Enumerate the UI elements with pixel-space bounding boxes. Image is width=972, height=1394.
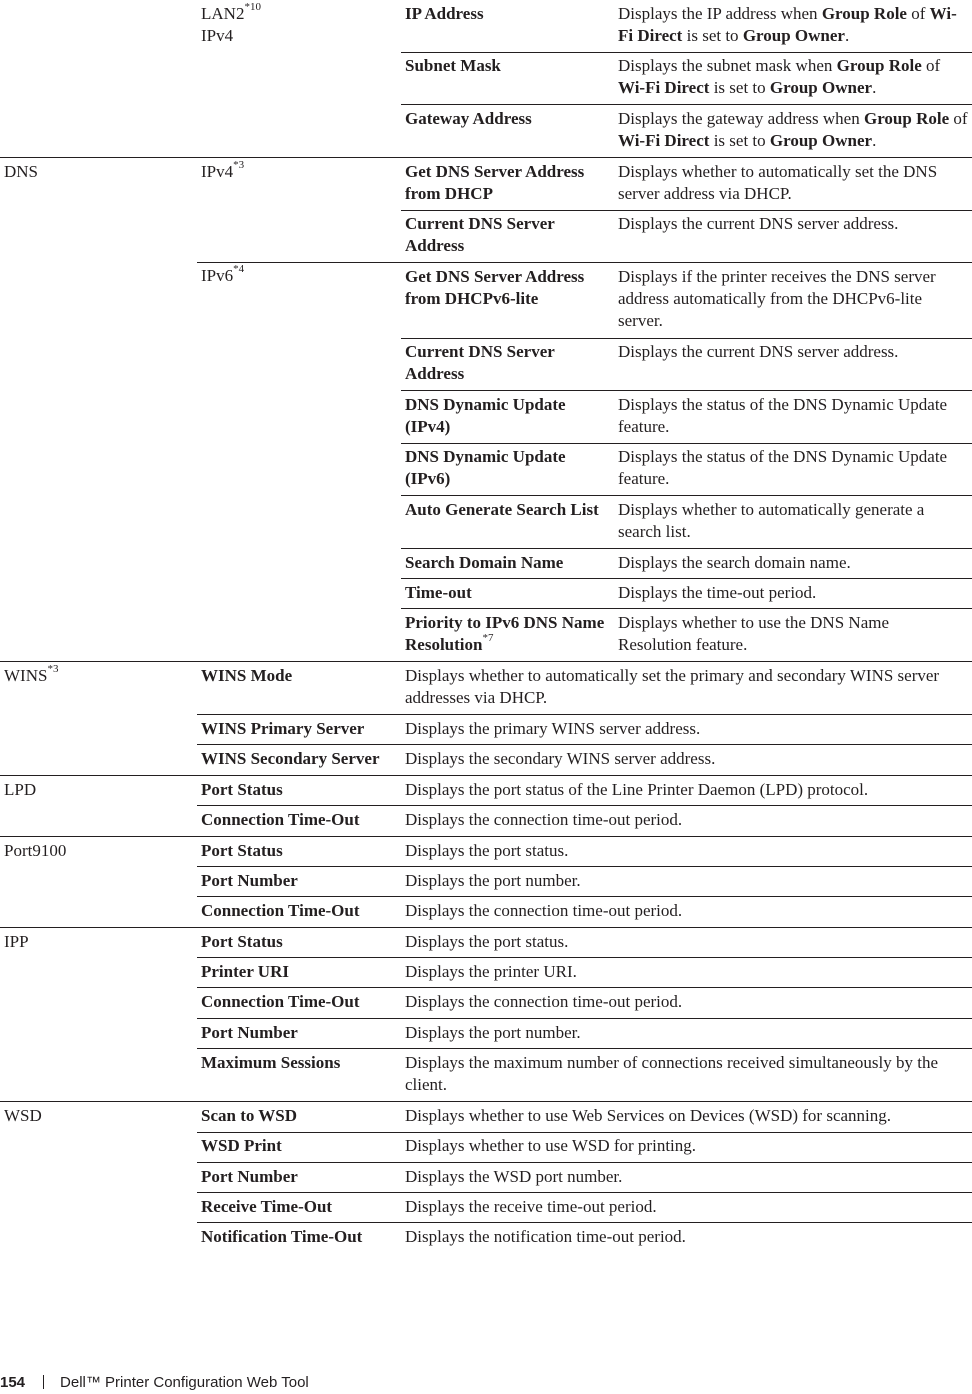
section-divider [0, 927, 972, 928]
desc-get-dns-dhcp: Displays whether to automatically set the DNS server address via DHCP. [618, 162, 938, 203]
row-divider [197, 1222, 972, 1223]
footer-separator [43, 1375, 44, 1389]
desc-wins-mode: Displays whether to automatically set the primary and secondary WINS server addresses via DHCP. [405, 666, 940, 707]
section-divider [0, 775, 972, 776]
row-divider [401, 608, 972, 609]
item-ip-address: IP Address [405, 4, 484, 23]
lan2-label: LAN2$^{*10}$ IPv4 [201, 1, 261, 45]
desc-dns-dynamic-ipv6: Displays the status of the DNS Dynamic Update feature. [618, 447, 948, 488]
row-divider [197, 744, 972, 745]
item-get-dns-dhcp: Get DNS Server Address from DHCP [405, 162, 585, 203]
row-divider [401, 210, 972, 211]
desc-ipp-printer-uri: Displays the printer URI. [405, 962, 577, 981]
desc-ipp-port-status: Displays the port status. [405, 932, 569, 951]
desc-time-out: Displays the time-out period. [618, 583, 817, 602]
dns-ipv4-label: IPv4$^{*3}$ [201, 159, 245, 181]
section-divider [0, 1101, 972, 1102]
item-9100-port-number: Port Number [201, 871, 298, 890]
lpd-label: LPD [4, 780, 37, 799]
item-wins-mode: WINS Mode [201, 666, 293, 685]
wsd-label: WSD [4, 1106, 42, 1125]
row-divider [197, 1192, 972, 1193]
desc-9100-port-number: Displays the port number. [405, 871, 581, 890]
item-gateway-address: Gateway Address [405, 109, 532, 128]
desc-current-dns-v4: Displays the current DNS server address. [618, 214, 899, 233]
desc-9100-port-status: Displays the port status. [405, 841, 569, 860]
desc-ipp-connection-timeout: Displays the connection time-out period. [405, 992, 683, 1011]
footer-title: Dell™ Printer Configuration Web Tool [60, 1374, 309, 1391]
desc-ipp-port-number: Displays the port number. [405, 1023, 581, 1042]
row-divider [401, 443, 972, 444]
item-wsd-notification-timeout: Notification Time-Out [201, 1227, 363, 1246]
row-divider [197, 1048, 972, 1049]
port9100-label: Port9100 [4, 841, 67, 860]
item-wsd-port-number: Port Number [201, 1167, 298, 1186]
desc-lpd-connection-timeout: Displays the connection time-out period. [405, 810, 683, 829]
item-dns-dynamic-ipv4: DNS Dynamic Update (IPv4) [405, 395, 566, 436]
item-wsd-receive-timeout: Receive Time-Out [201, 1197, 333, 1216]
desc-wins-primary: Displays the primary WINS server address. [405, 719, 701, 738]
desc-wsd-print: Displays whether to use WSD for printing. [405, 1136, 697, 1155]
desc-auto-search-list: Displays whether to automatically generate a search list. [618, 500, 925, 541]
desc-subnet-mask: Displays the subnet mask when Group Role of Wi-Fi Direct is set to Group Owner. [618, 56, 941, 97]
item-subnet-mask: Subnet Mask [405, 56, 501, 75]
section-divider [0, 661, 972, 662]
row-divider [401, 52, 972, 53]
row-divider [197, 262, 972, 263]
item-wins-primary: WINS Primary Server [201, 719, 365, 738]
desc-search-domain: Displays the search domain name. [618, 553, 851, 572]
desc-wsd-scan: Displays whether to use Web Services on Devices (WSD) for scanning. [405, 1106, 892, 1125]
item-wsd-scan: Scan to WSD [201, 1106, 298, 1125]
item-ipp-max-sessions: Maximum Sessions [201, 1053, 341, 1072]
item-lpd-port-status: Port Status [201, 780, 283, 799]
item-time-out: Time-out [405, 583, 472, 602]
row-divider [401, 495, 972, 496]
desc-ip-address: Displays the IP address when Group Role of Wi-Fi Direct is set to Group Owner. [618, 4, 957, 45]
row-divider [401, 390, 972, 391]
desc-wins-secondary: Displays the secondary WINS server address. [405, 749, 716, 768]
row-divider [401, 338, 972, 339]
page-number: 154 [0, 1374, 26, 1391]
item-current-dns-v4: Current DNS Server Address [405, 214, 555, 255]
row-divider [401, 578, 972, 579]
row-divider [197, 1018, 972, 1019]
desc-dns-dynamic-ipv4: Displays the status of the DNS Dynamic Update feature. [618, 395, 948, 436]
item-search-domain: Search Domain Name [405, 553, 564, 572]
item-ipp-port-number: Port Number [201, 1023, 298, 1042]
item-current-dns-v6: Current DNS Server Address [405, 342, 555, 383]
row-divider [197, 805, 972, 806]
row-divider [197, 1162, 972, 1163]
desc-wsd-receive-timeout: Displays the receive time-out period. [405, 1197, 657, 1216]
ipp-label: IPP [4, 932, 29, 951]
desc-priority-ipv6: Displays whether to use the DNS Name Resolution feature. [618, 613, 890, 654]
row-divider [197, 1132, 972, 1133]
item-ipp-connection-timeout: Connection Time-Out [201, 992, 360, 1011]
desc-ipp-max-sessions: Displays the maximum number of connections received simultaneously by the client. [405, 1053, 939, 1094]
dns-label: DNS [4, 162, 39, 181]
page-footer [0, 1372, 309, 1394]
lan2-sub-label: IPv4 [201, 26, 234, 45]
row-divider [401, 104, 972, 105]
row-divider [197, 714, 972, 715]
item-ipp-printer-uri: Printer URI [201, 962, 289, 981]
item-get-dns-dhcpv6: Get DNS Server Address from DHCPv6-lite [405, 267, 585, 308]
desc-wsd-port-number: Displays the WSD port number. [405, 1167, 623, 1186]
item-priority-ipv6: Priority to IPv6 DNS Name Resolution$^{*7}$ [405, 613, 605, 654]
row-divider [197, 987, 972, 988]
item-lpd-connection-timeout: Connection Time-Out [201, 810, 360, 829]
desc-get-dns-dhcpv6: Displays if the printer receives the DNS server address automatically from the DHCPv6-lite server. [618, 267, 936, 330]
item-9100-port-status: Port Status [201, 841, 283, 860]
row-divider [197, 866, 972, 867]
row-divider [197, 896, 972, 897]
desc-lpd-port-status: Displays the port status of the Line Printer Daemon (LPD) protocol. [405, 780, 869, 799]
item-9100-connection-timeout: Connection Time-Out [201, 901, 360, 920]
section-divider [0, 157, 972, 158]
desc-9100-connection-timeout: Displays the connection time-out period. [405, 901, 683, 920]
desc-wsd-notification-timeout: Displays the notification time-out period. [405, 1227, 686, 1246]
item-dns-dynamic-ipv6: DNS Dynamic Update (IPv6) [405, 447, 566, 488]
desc-gateway-address: Displays the gateway address when Group Role of Wi-Fi Direct is set to Group Owner. [618, 109, 968, 150]
item-ipp-port-status: Port Status [201, 932, 283, 951]
row-divider [197, 957, 972, 958]
dns-ipv6-label: IPv6$^{*4}$ [201, 263, 245, 285]
item-wsd-print: WSD Print [201, 1136, 282, 1155]
row-divider [401, 548, 972, 549]
desc-current-dns-v6: Displays the current DNS server address. [618, 342, 899, 361]
item-auto-search-list: Auto Generate Search List [405, 500, 599, 519]
item-wins-secondary: WINS Secondary Server [201, 749, 380, 768]
wins-label: WINS$^{*3}$ [4, 663, 59, 685]
section-divider [0, 836, 972, 837]
